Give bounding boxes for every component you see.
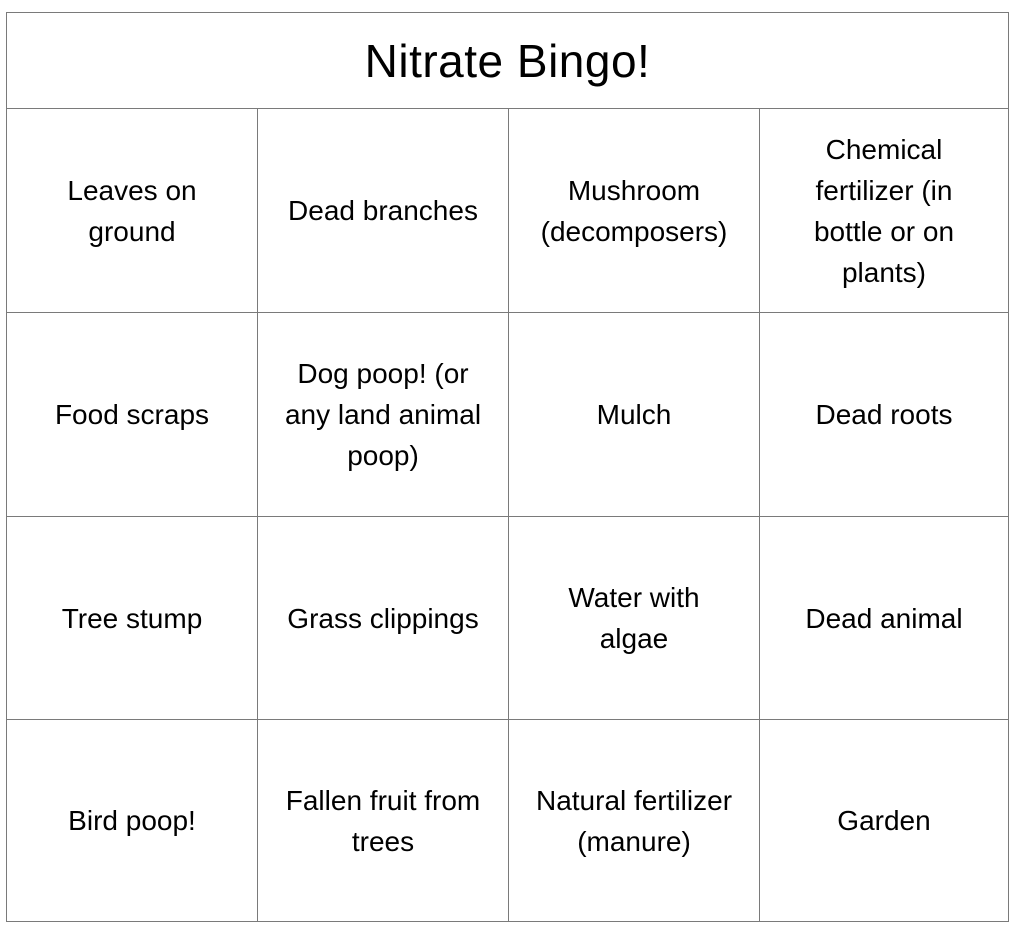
bingo-cell-label: Dead roots [815, 399, 953, 430]
bingo-cell-label: Fallen fruit from trees [285, 784, 481, 857]
bingo-cell-label: Dead branches [288, 195, 478, 226]
bingo-cell-r2-c1 [7, 313, 258, 517]
bingo-cell-r4-c3 [509, 720, 760, 921]
bingo-cell-r3-c2 [258, 517, 509, 720]
bingo-cell-r4-c2 [258, 720, 509, 921]
bingo-cell-label: Leaves on ground [67, 174, 197, 247]
bingo-cell-label: Tree stump [61, 602, 203, 634]
bingo-cell-r1-c2 [258, 109, 509, 313]
bingo-cell-r2-c2 [258, 313, 509, 517]
bingo-cell-label: Bird poop! [68, 805, 196, 836]
bingo-cell-r3-c3 [509, 517, 760, 720]
bingo-cell-r1-c1 [7, 109, 258, 313]
bingo-cell-r3-c4 [760, 517, 1008, 720]
bingo-cell-r4-c4 [760, 720, 1008, 921]
page-title: Nitrate Bingo! [364, 34, 651, 87]
bingo-cell-label: Dead animal [805, 602, 963, 634]
bingo-cell-r1-c3 [509, 109, 760, 313]
bingo-cell-r1-c4 [760, 109, 1008, 313]
bingo-cell-r2-c4 [760, 313, 1008, 517]
bingo-cell-r4-c1 [7, 720, 258, 921]
title-row [7, 13, 1008, 109]
bingo-cell-label: Mulch [596, 399, 672, 430]
bingo-grid [7, 109, 1008, 921]
bingo-cell-label: Food scraps [54, 399, 210, 430]
bingo-cell-label: Chemical fertilizer (in bottle or on plants) [813, 133, 955, 288]
bingo-cell-r2-c3 [509, 313, 760, 517]
bingo-cell-label: Garden [837, 805, 931, 836]
bingo-card [6, 12, 1009, 922]
bingo-cell-label: Grass clippings [287, 602, 479, 634]
bingo-cell-label: Dog poop! (or any land animal poop) [284, 358, 482, 471]
bingo-cell-label: Water with algae [568, 582, 700, 654]
bingo-cell-label: Natural fertilizer (manure) [535, 784, 733, 857]
bingo-cell-label: Mushroom (decomposers) [540, 174, 728, 247]
bingo-cell-r3-c1 [7, 517, 258, 720]
